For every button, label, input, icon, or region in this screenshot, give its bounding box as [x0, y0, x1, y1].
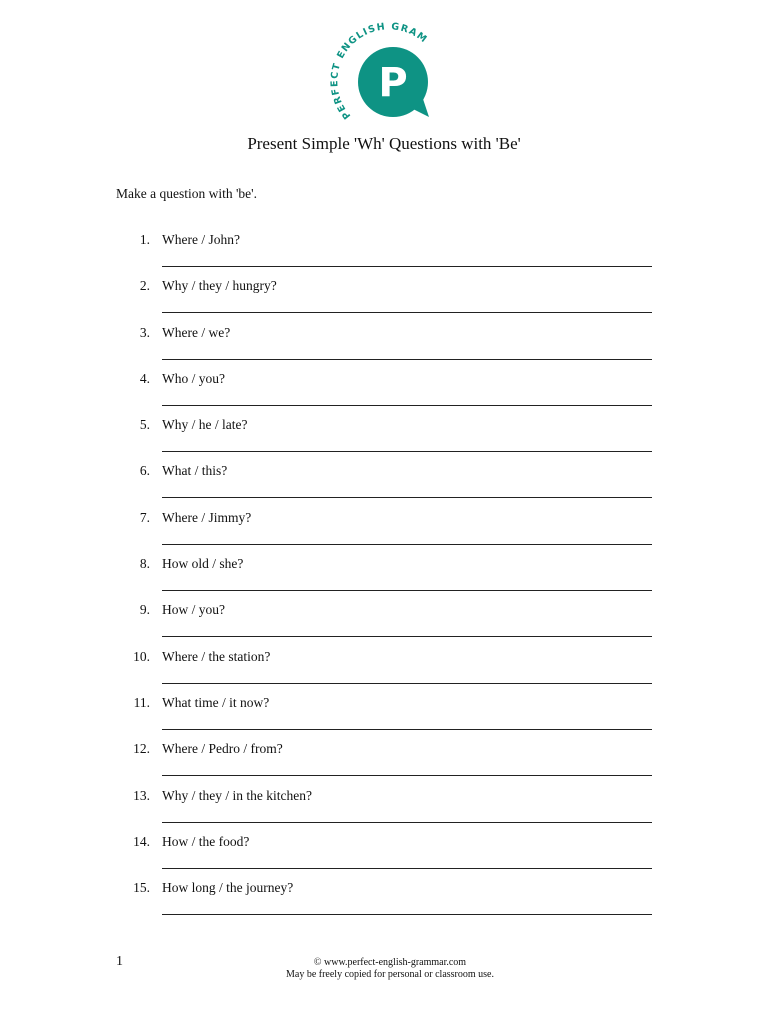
question-number: 7. — [139, 509, 150, 525]
question-number: 9. — [139, 602, 150, 618]
question-prompt: How old / she? — [162, 556, 244, 572]
logo-arc-text: PERFECT ENGLISH GRAM — [329, 21, 430, 122]
perfect-english-grammar-logo — [323, 14, 445, 126]
answer-line[interactable] — [162, 266, 652, 267]
worksheet-title: Present Simple 'Wh' Questions with 'Be' — [247, 134, 521, 153]
question-item — [0, 878, 768, 924]
question-list — [0, 230, 768, 924]
answer-line[interactable] — [162, 868, 652, 869]
answer-line[interactable] — [162, 405, 652, 406]
question-item — [0, 323, 768, 369]
question-number: 4. — [139, 370, 150, 386]
answer-line[interactable] — [162, 312, 652, 313]
page-number: 1 — [116, 954, 123, 969]
question-prompt: Where / we? — [162, 324, 231, 340]
question-number: 10. — [133, 648, 150, 664]
question-number: 8. — [139, 556, 150, 572]
question-prompt: Why / they / in the kitchen? — [162, 787, 312, 803]
question-number: 6. — [139, 463, 150, 479]
answer-line[interactable] — [162, 914, 652, 915]
question-item — [0, 693, 768, 739]
question-item — [0, 369, 768, 415]
footer-copyright: © www.perfect-english-grammar.com — [313, 957, 467, 968]
question-item — [0, 415, 768, 461]
question-number: 13. — [133, 787, 150, 803]
question-prompt: Why / they / hungry? — [162, 278, 277, 294]
footer-note: May be freely copied for personal or classroom use. — [286, 969, 494, 980]
answer-line[interactable] — [162, 451, 652, 452]
answer-line[interactable] — [162, 359, 652, 360]
question-prompt: How long / the journey? — [162, 880, 294, 896]
question-item — [0, 739, 768, 785]
question-prompt: Why / he / late? — [162, 417, 248, 433]
question-prompt: Where / Jimmy? — [162, 509, 252, 525]
question-number: 3. — [139, 324, 150, 340]
question-item — [0, 554, 768, 600]
question-prompt: What / this? — [162, 463, 228, 479]
question-item — [0, 508, 768, 554]
question-number: 14. — [133, 833, 150, 849]
answer-line[interactable] — [162, 497, 652, 498]
logo-graphic — [323, 14, 445, 126]
question-prompt: What time / it now? — [162, 694, 270, 710]
question-item — [0, 832, 768, 878]
logo-letter: P — [378, 60, 408, 106]
question-prompt: How / you? — [162, 602, 225, 618]
footer — [0, 957, 768, 981]
question-item — [0, 461, 768, 507]
answer-line[interactable] — [162, 775, 652, 776]
answer-line[interactable] — [162, 590, 652, 591]
question-prompt: How / the food? — [162, 833, 250, 849]
worksheet-instruction: Make a question with 'be'. — [116, 186, 257, 201]
answer-line[interactable] — [162, 544, 652, 545]
answer-line[interactable] — [162, 729, 652, 730]
answer-line[interactable] — [162, 822, 652, 823]
question-number: 12. — [133, 741, 150, 757]
question-prompt: Where / John? — [162, 232, 240, 247]
question-prompt: Where / Pedro / from? — [162, 741, 283, 757]
answer-line[interactable] — [162, 636, 652, 637]
question-prompt: Where / the station? — [162, 648, 271, 664]
question-number: 11. — [133, 694, 150, 710]
answer-line[interactable] — [162, 683, 652, 684]
question-item — [0, 230, 768, 276]
question-number: 2. — [139, 278, 150, 294]
question-item — [0, 786, 768, 832]
question-number: 15. — [133, 880, 150, 896]
question-prompt: Who / you? — [162, 370, 225, 386]
question-item — [0, 600, 768, 646]
question-number: 1. — [139, 232, 150, 247]
question-number: 5. — [139, 417, 150, 433]
question-item — [0, 647, 768, 693]
question-item — [0, 276, 768, 322]
